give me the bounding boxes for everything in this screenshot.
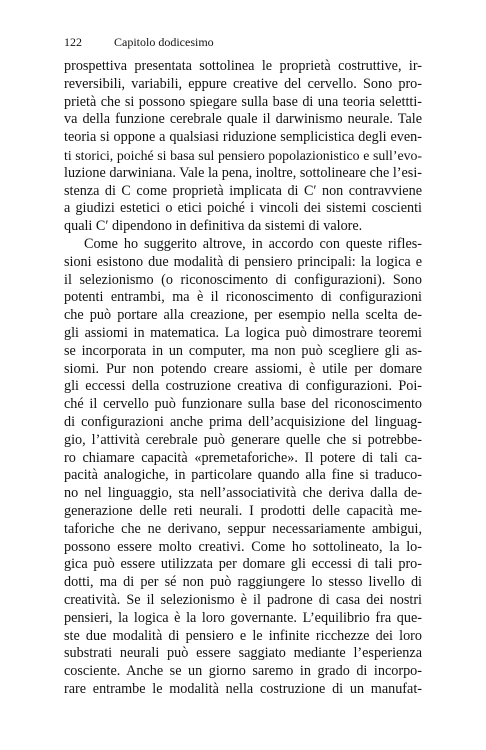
body-text: [64, 58, 422, 699]
paragraph-2: [64, 236, 422, 699]
paragraph-1: [64, 58, 422, 236]
text-line: gio, l’attività cerebrale può generare quelle che si potrebbe-: [64, 431, 422, 448]
text-line: ti storici, poiché si basa sul pensiero popolazionistico e sull’evo-: [64, 147, 422, 163]
text-line: gli assiomi in matematica. La logica può dimostrare teoremi: [64, 324, 422, 341]
text-line: creatività. Se il selezionismo è il padrone di casa dei nostri: [64, 591, 422, 608]
text-line: reversibili, variabili, eppure creative del cervello. Sono pro-: [64, 75, 422, 92]
text-line: substrati neurali può essere saggiato mediante l’esperienza: [64, 645, 422, 662]
text-line: va della funzione cerebrale quale il darwinismo neurale. Tale: [64, 111, 422, 128]
text-line: Come ho suggerito altrove, in accordo con queste rifles-: [84, 235, 422, 252]
text-line: pacità analogiche, in particolare quando alla fine si traduco-: [64, 467, 422, 484]
text-line: teoria si oppone a qualsiasi riduzione semplicistica degli even-: [64, 129, 422, 146]
text-line: a giudizi estetici o etici poiché i vincoli dei sistemi coscienti: [64, 200, 422, 217]
text-line: cosciente. Anche se un giorno saremo in grado di incorpo-: [64, 663, 422, 680]
text-line: ste due modalità di pensiero e le infinite ricchezze dei loro: [64, 627, 422, 644]
text-line: rare entrambe le modalità nella costruzione di un manufat-: [64, 680, 422, 697]
page-number: 122: [64, 35, 82, 49]
text-line: pensieri, la logica è la loro governante. L’equilibrio fra que-: [64, 609, 422, 626]
text-line: di configurazioni anche prima dell’acquisizione del linguag-: [64, 413, 422, 430]
text-line: sioni esistono due modalità di pensiero principali: la logica e: [64, 253, 422, 270]
text-line: luzione darwiniana. Vale la pena, inoltre, sottolineare che l’esi-: [64, 164, 422, 181]
text-line: no nel linguaggio, sta nell’associatività che deriva dalla de-: [64, 485, 422, 502]
text-line: gli eccessi della costruzione creativa di configurazioni. Poi-: [64, 378, 422, 395]
text-line: se incorporata in un computer, ma non può scegliere gli as-: [64, 342, 422, 359]
text-line: gica può essere utilizzata per domare gli eccessi di tali pro-: [64, 556, 422, 573]
chapter-title: Capitolo dodicesimo: [114, 35, 214, 49]
text-line: stenza di C come proprietà implicata di C′ non contravviene: [64, 182, 422, 199]
text-line: quali C′ dipendono in definitiva da sistemi di valore.: [64, 218, 363, 235]
text-line: dotti, ma di per sé non può raggiungere lo stesso livello di: [64, 574, 422, 591]
text-line: il selezionismo (o riconoscimento di configurazioni). Sono: [64, 271, 422, 288]
text-line: potenti entrambi, ma è il riconoscimento di configurazioni: [64, 289, 422, 306]
running-head: [64, 34, 424, 50]
text-line: generazione delle reti neurali. I prodotti delle capacità me-: [64, 502, 422, 519]
text-line: siomi. Pur non potendo creare assiomi, è utile per domare: [64, 360, 422, 377]
text-line: ché il cervello può funzionare sulla base del riconoscimento: [64, 396, 422, 413]
text-line: che può portare alla creazione, per esempio nella scelta de-: [64, 307, 422, 324]
text-line: prietà che si possono spiegare sulla base di una teoria selettti-: [64, 93, 422, 110]
text-line: taforiche che ne derivano, seppur necessariamente ambigui,: [64, 520, 422, 537]
text-line: possono essere molto creativi. Come ho sottolineato, la lo-: [64, 538, 422, 555]
text-line: ro chiamare capacità «premetaforiche». Il potere di tali ca-: [64, 449, 422, 466]
text-line: prospettiva presentata sottolinea le proprietà costruttive, ir-: [64, 58, 422, 74]
